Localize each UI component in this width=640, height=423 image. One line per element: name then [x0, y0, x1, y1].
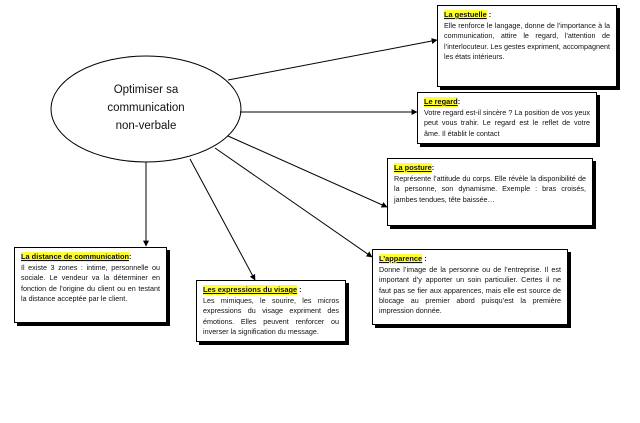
posture-title-suffix: : — [431, 163, 435, 172]
posture-title: La posture — [394, 163, 432, 172]
central-title-line-1: Optimiser sa — [113, 84, 179, 97]
posture-text: Représente l’attitude du corps. Elle révèle la disponibilité de la personne, son dynamisme. Exemple : bras croisés, jambes tendues, tête baissée… — [394, 173, 586, 204]
regard-box — [417, 92, 597, 144]
expressions-text: Les mimiques, le sourire, les micros expressions du visage expriment des émotions. Elles peuvent renforcer ou inverser la signification du message. — [203, 295, 339, 337]
distance-title-suffix: : — [129, 252, 132, 261]
gestuelle-text: Elle renforce le langage, donne de l’importance à la communication, attire le regard, l’attention de l’interlocuteur. Les gestes expriment, accompagnent les états intérieurs. — [444, 20, 610, 62]
apparence-title-suffix: : — [422, 254, 427, 263]
apparence-box — [372, 249, 568, 325]
distance-box — [14, 247, 167, 323]
central-ellipse — [51, 56, 241, 162]
arrow-to-gestuelle — [228, 40, 437, 80]
apparence-title: L’apparence — [379, 254, 423, 263]
gestuelle-box — [437, 5, 617, 87]
regard-text: Votre regard est-il sincère ? La position de vos yeux peut vous trahir. Le regard est le reflet de votre âme. Il établit le contact — [424, 107, 590, 138]
expressions-box — [196, 280, 346, 342]
distance-text: Il existe 3 zones : intime, personnelle ou sociale. Le vendeur va la déterminer en fonction de l’origine du client ou en testant la distance acceptée par le client. — [21, 262, 160, 304]
apparence-text: Donne l’image de la personne ou de l’entreprise. Il est important d’y apporter un soin particulier. Certes il ne faut pas se fier aux apparences, mais elle est source de blocage au premier abord puisqu’est la première impression donnée. — [379, 264, 561, 316]
gestuelle-title-suffix: : — [486, 10, 492, 19]
arrow-to-apparence — [215, 148, 372, 257]
distance-title: La distance de communication — [21, 252, 130, 261]
arrow-to-expressions — [190, 159, 255, 280]
central-title-line-3: non-verbale — [115, 119, 177, 132]
central-title-line-2: communication — [107, 102, 185, 115]
arrow-to-posture — [228, 136, 387, 207]
regard-title: Le regard — [424, 97, 458, 106]
expressions-title-suffix: : — [297, 285, 302, 294]
expressions-title: Les expressions du visage — [203, 285, 298, 294]
posture-box — [387, 158, 593, 226]
regard-title-suffix: : — [457, 97, 461, 106]
gestuelle-title: La gestuelle — [444, 10, 487, 19]
